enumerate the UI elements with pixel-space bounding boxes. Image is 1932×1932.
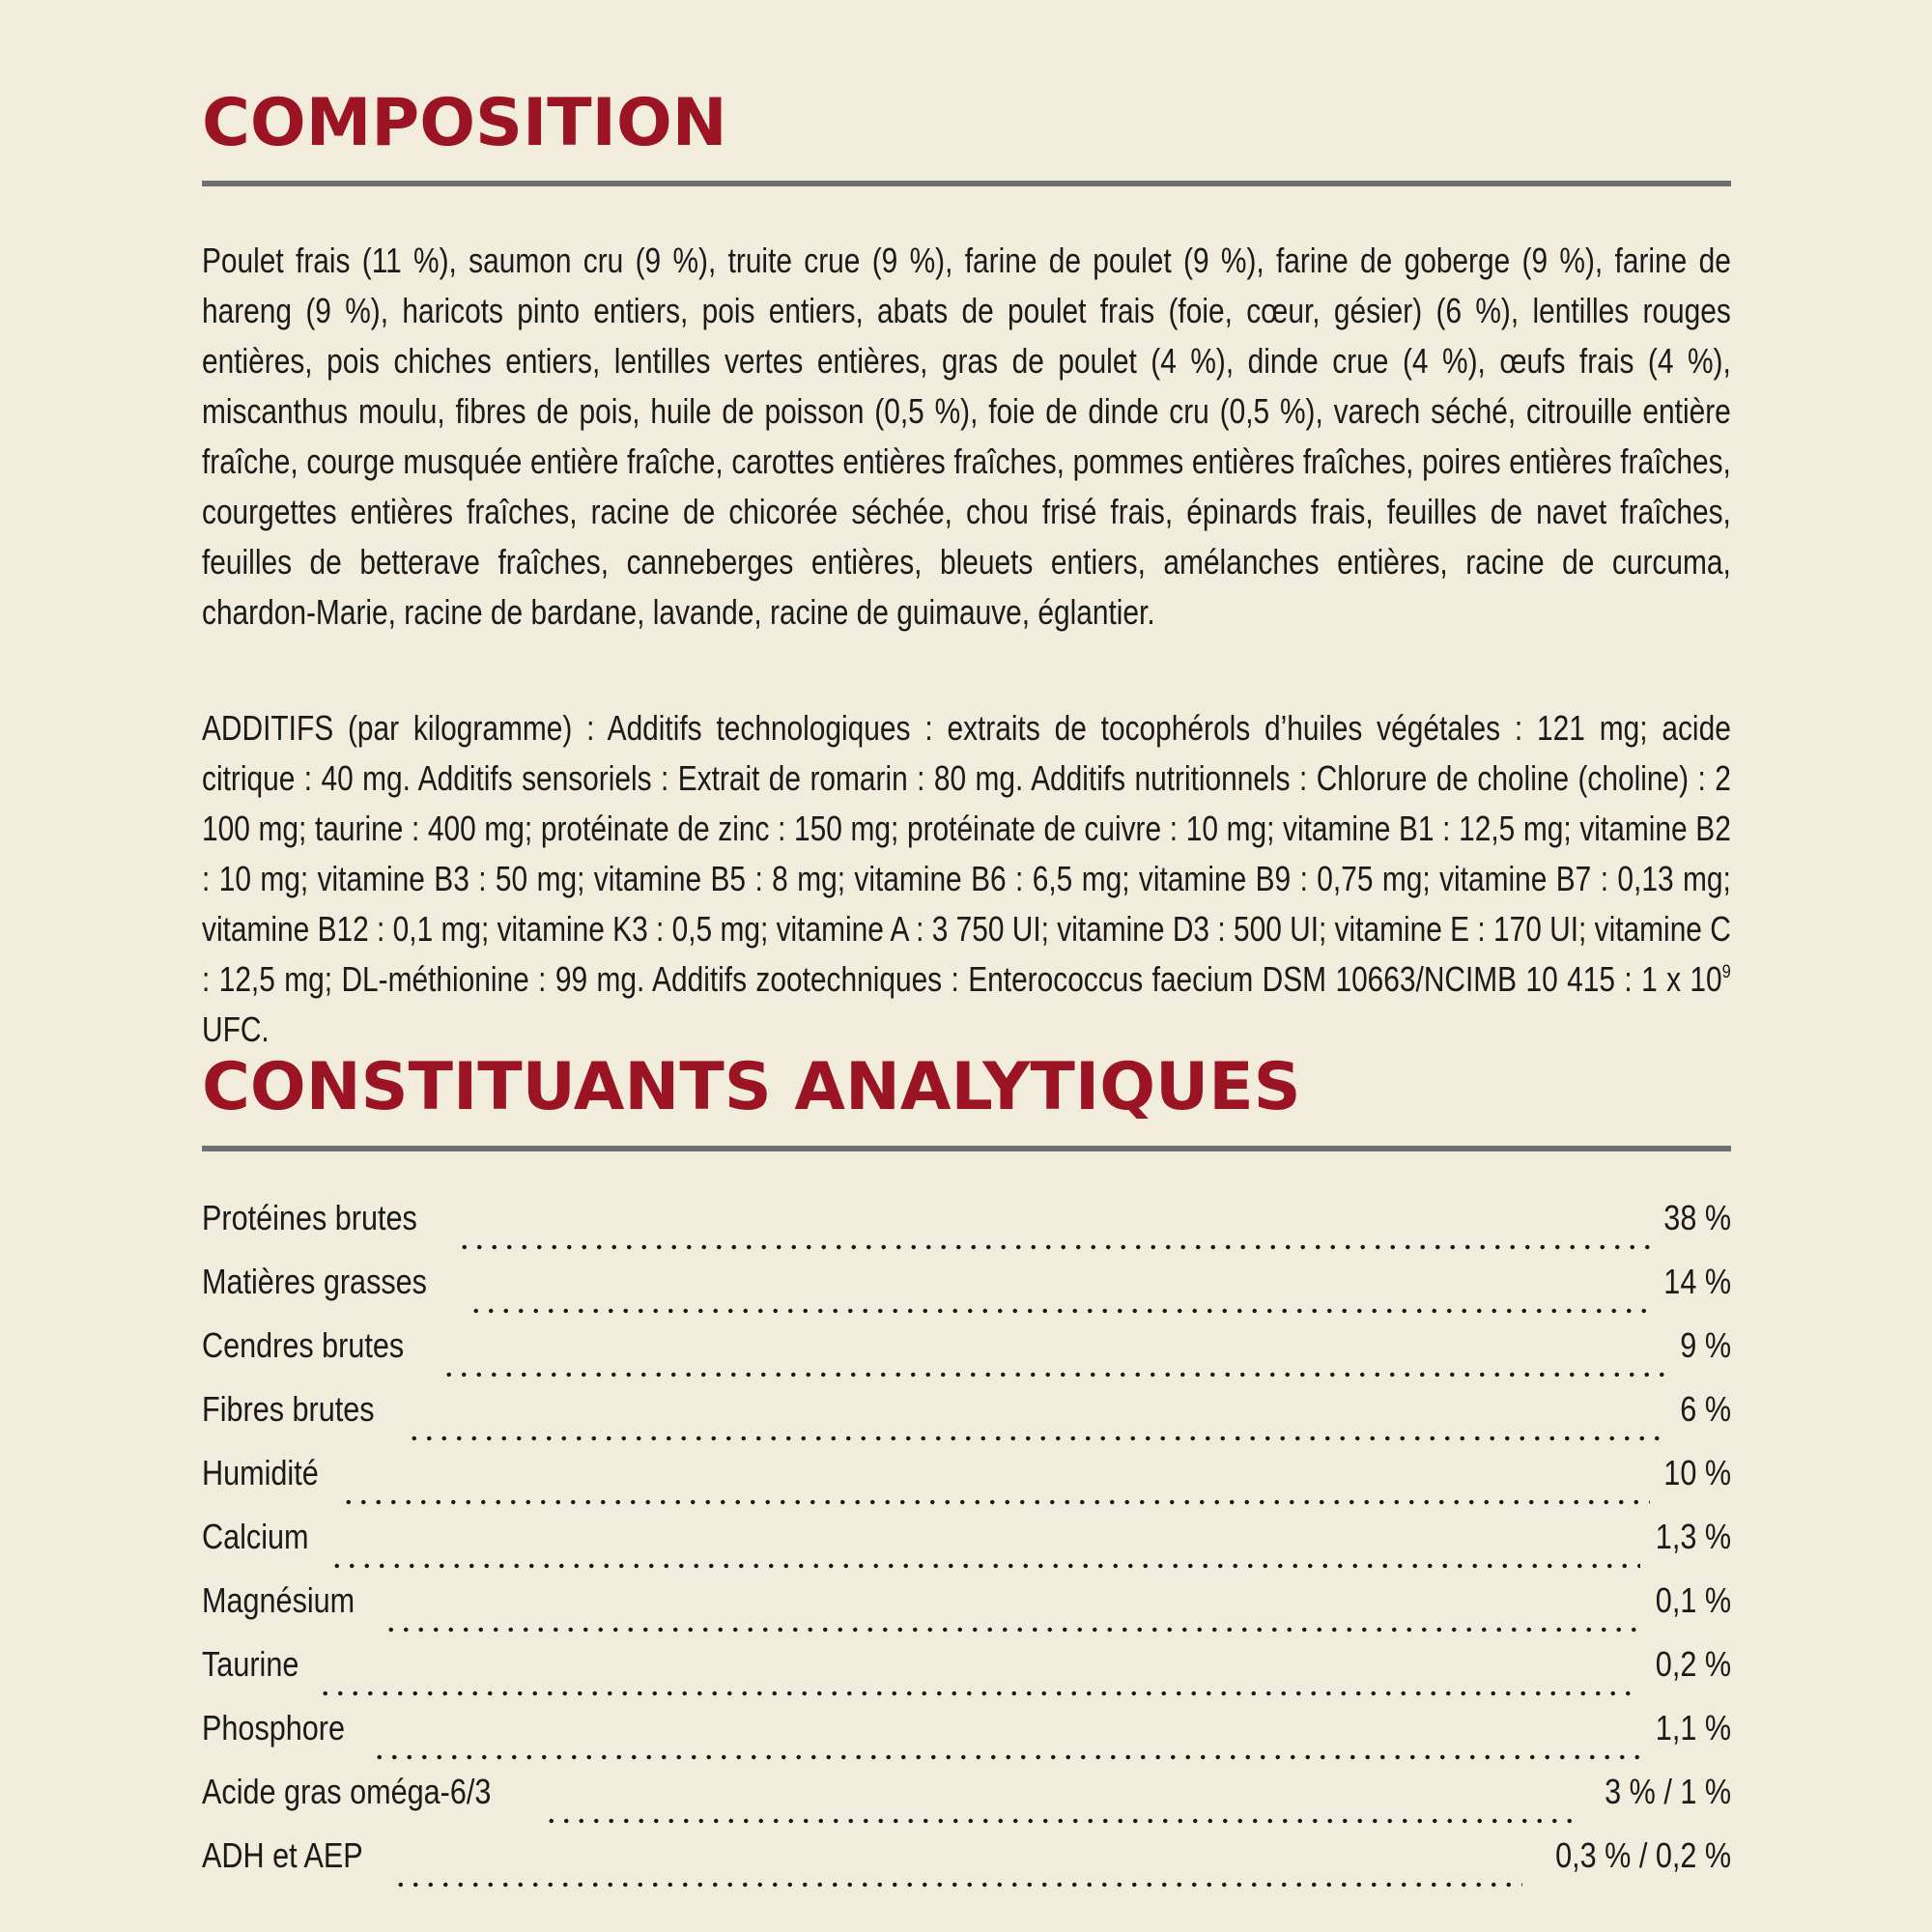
table-row (202, 1517, 1731, 1580)
table-row (202, 1325, 1731, 1389)
row-label: Matières grasses (202, 1262, 427, 1301)
row-value: 1,1 % (1655, 1708, 1731, 1747)
row-value: 3 % / 1 % (1605, 1772, 1731, 1811)
analytics-heading: CONSTITUANTS ANALYTIQUES (202, 1049, 1301, 1125)
row-label: Humidité (202, 1453, 319, 1492)
row-label: Protéines brutes (202, 1198, 417, 1237)
additives-tail: UFC. (202, 1009, 270, 1049)
row-label: Acide gras oméga-6/3 (202, 1772, 492, 1811)
row-value: 0,2 % (1655, 1644, 1731, 1684)
row-label: Cendres brutes (202, 1325, 405, 1365)
row-value: 38 % (1663, 1198, 1731, 1237)
table-row (202, 1453, 1731, 1517)
ingredients-paragraph: Poulet frais (11 %), saumon cru (9 %), truite crue (9 %), farine de poulet (9 %), farine de goberge (9 %), farine de hareng (9 %), haricots pinto entiers, pois entiers, abats de poulet frais (foie, cœur, gésier) (6 %), lentilles rouges entières, pois chiches entiers, lentilles vertes entières, gras de poulet (4 %), dinde crue (4 %), œufs frais (4 %), miscanthus moulu, fibres de pois, huile de poisson (0,5 %), foie de dinde cru (0,5 %), varech séché, citrouille entière fraîche, courge musquée entière fraîche, carottes entières fraîches, pommes entières fraîches, poires entières fraîches, courgettes entières fraîches, racine de chicorée séchée, chou frisé frais, épinards frais, feuilles de navet fraîches, feuilles de betterave fraîches, canneberges entières, bleuets entiers, amélanches entières, racine de curcuma, chardon-Marie, racine de bardane, lavande, racine de guimauve, églantier. (202, 241, 1731, 632)
row-label: ADH et AEP (202, 1835, 363, 1875)
table-row (202, 1708, 1731, 1772)
row-label: Calcium (202, 1517, 309, 1556)
row-value: 1,3 % (1655, 1517, 1731, 1556)
row-value: 14 % (1663, 1262, 1731, 1301)
row-value: 9 % (1680, 1325, 1731, 1365)
row-label: Taurine (202, 1644, 299, 1684)
row-value: 0,3 % / 0,2 % (1554, 1835, 1731, 1875)
table-row (202, 1835, 1731, 1899)
additives-paragraph (202, 703, 1731, 1055)
table-row (202, 1389, 1731, 1453)
analytics-divider (202, 1146, 1731, 1151)
dot-leader (341, 1499, 1650, 1505)
row-value: 6 % (1680, 1389, 1731, 1429)
row-label: Fibres brutes (202, 1389, 375, 1429)
table-row (202, 1644, 1731, 1708)
dot-leader (393, 1882, 1522, 1888)
table-row (202, 1772, 1731, 1835)
dot-leader (441, 1372, 1669, 1378)
row-value: 0,1 % (1655, 1580, 1731, 1620)
dot-leader (372, 1754, 1640, 1760)
row-value: 10 % (1663, 1453, 1731, 1492)
dot-leader (407, 1435, 1669, 1441)
dot-leader (457, 1244, 1650, 1250)
table-row (202, 1580, 1731, 1644)
table-row (202, 1198, 1731, 1262)
dot-leader (469, 1308, 1650, 1314)
additives-text: ADDITIFS (par kilogramme) : Additifs technologiques : extraits de tocophérols d’huiles végétales : 121 mg; acide citrique : 40 mg. Additifs sensoriels : Extrait de romarin : 80 mg. Additifs nutritionnels : Chlorure de choline (choline) : 2 100 mg; taurine : 400 mg; protéinate de zinc : 150 mg; protéinate de cuivre : 10 mg; vitamine B1 : 12,5 mg; vitamine B2 : 10 mg; vitamine B3 : 50 mg; vitamine B5 : 8 mg; vitamine B6 : 6,5 mg; vitamine B9 : 0,75 mg; vitamine B7 : 0,13 mg; vitamine B12 : 0,1 mg; vitamine K3 : 0,5 mg; vitamine A : 3 750 UI; vitamine D3 : 500 UI; vitamine E : 170 UI; vitamine C : 12,5 mg; DL-méthionine : 99 mg. Additifs zootechniques : Enterococcus faecium DSM 10663/NCIMB 10 415 : 1 x 10 (202, 708, 1731, 999)
row-label: Phosphore (202, 1708, 346, 1747)
dot-leader (384, 1627, 1640, 1633)
dot-leader (318, 1690, 1640, 1696)
composition-divider (202, 181, 1731, 186)
analytics-table (202, 1198, 1731, 1899)
dot-leader (544, 1818, 1580, 1824)
dot-leader (329, 1563, 1640, 1569)
composition-heading: COMPOSITION (202, 85, 727, 161)
row-label: Magnésium (202, 1580, 355, 1620)
additives-exponent: 9 (1721, 961, 1731, 983)
table-row (202, 1262, 1731, 1325)
